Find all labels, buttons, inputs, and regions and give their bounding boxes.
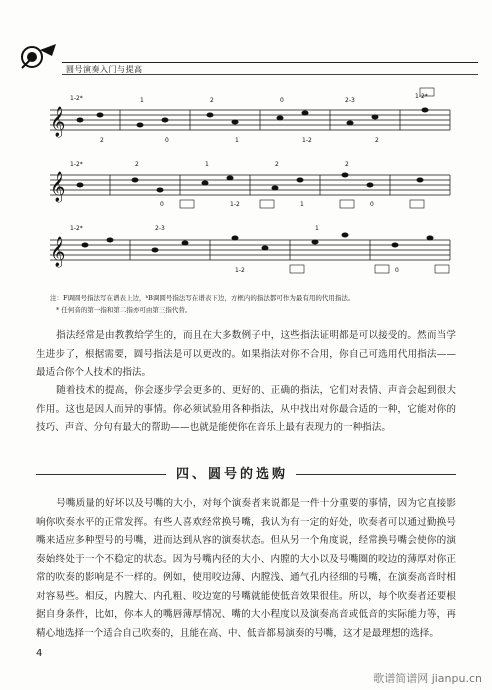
footnote-1: 注：F调圆号指法写在谱表上边，ᵇB调圆号指法写在谱表下边，方框内的指法都可作为最有用的代用指法。: [50, 294, 355, 302]
footnote-2: * 任何音的第一指和第二指亦可由第三指代替。: [56, 306, 192, 314]
paragraph-1: 指法经常是由教教给学生的，而且在大多数例子中，这些指法证明都是可以接受的。然而当学生进步了，根据需要，圆号指法是可以更改的。如果指法对你不合用，你自己可选用代用指法——最适合你个人技术的指法。: [36, 330, 456, 378]
fingering-mark: 0: [395, 267, 399, 274]
fingering-mark: 2: [135, 161, 139, 168]
fingering-mark: 2: [100, 137, 104, 144]
staff-1: [50, 110, 450, 130]
staff-2: [50, 175, 450, 195]
fingering-mark: 2-3: [345, 97, 355, 104]
fingering-mark: 1-2*: [415, 93, 428, 100]
fingering-mark: 1-2: [230, 201, 240, 208]
music-staves: [40, 80, 460, 290]
fingering-mark: 1: [300, 201, 304, 208]
fingering-mark: 0: [370, 201, 374, 208]
fingering-mark: 1: [235, 137, 239, 144]
treble-clefs: [50, 106, 65, 268]
svg-text:𝄞: 𝄞: [50, 237, 66, 267]
fingering-mark: 1: [205, 161, 209, 168]
fingering-mark: 2-3: [155, 225, 165, 232]
fingering-mark: 0: [160, 201, 164, 208]
section-rule-left: [36, 474, 166, 475]
svg-text:𝄞: 𝄞: [50, 172, 66, 202]
horn-logo-icon: [18, 42, 58, 72]
fingering-mark: 2: [345, 161, 349, 168]
paragraph-2: 随着技术的提高，你会逐步学会更多的、更好的、正确的指法，它们对表情、声音会起到很大作用。这也是因人而异的事情。你必须试验用各种指法，从中找出对你最合适的一种，它能对你的技巧、声音、分句有最大的帮助——也就是能使你在音乐上最有表现力的一种指法。: [36, 385, 456, 433]
footnotes: [50, 292, 450, 316]
fingering-mark: 2: [375, 137, 379, 144]
fingering-mark: 1-2: [235, 267, 245, 274]
section-title: 四、圆号的选购: [176, 467, 289, 482]
fingering-mark: 2: [275, 161, 279, 168]
paragraph-3: 号嘴质量的好坏以及号嘴的大小，对每个演奏者来说都是一件十分重要的事情，因为它直接影响你吹奏水平的正常发挥。有些人喜欢经常换号嘴，我认为有一定的好处，吹奏者可以通过勤换号嘴来适应多种型号的号嘴，进而达到从容的演奏状态。但从另一个角度说，经常换号嘴会使你的演奏始终处于一个不稳定的状态。因为号嘴内径的大小、内膛的大小以及号嘴圈的咬边的薄厚对你正常的吹奏的影响是不一样的。例如，使用咬边薄、内膛浅、通气孔内径细的号嘴，在演奏高音时相对容易些。相反，内膛大、内孔粗、咬边宽的号嘴就能使低音效果很佳。所以，每个吹奏者还要根据自身条件，比如，你本人的嘴唇薄厚情况、嘴的大小程度以及演奏高音或低音的实际能力等，再精心地选择一个适合自己吹奏的，且能在高、中、低音都易演奏的号嘴，这才是最理想的选择。: [36, 498, 456, 639]
fingering-mark: 0: [280, 97, 284, 104]
fingering-mark: 1-2: [302, 137, 312, 144]
page-header: [18, 42, 478, 72]
page-number: 4: [36, 648, 43, 659]
fingering-mark: 2: [210, 97, 214, 104]
series-title: 圆号演奏入门与提高: [66, 65, 143, 74]
section-rule-right: [296, 474, 456, 475]
fingering-mark: 1-2*: [70, 95, 83, 102]
watermark: 歌谱简谱网 jianpu.cn: [373, 672, 482, 685]
fingering-mark: 1-2*: [70, 161, 83, 168]
header-rule: [62, 62, 478, 63]
fingering-mark: 0: [165, 137, 169, 144]
fingering-mark: 1: [140, 97, 144, 104]
fingering-mark: 1: [315, 225, 319, 232]
staff-3: [50, 240, 450, 260]
svg-text:𝄞: 𝄞: [50, 107, 66, 137]
fingering-mark: 1-2*: [70, 225, 83, 232]
